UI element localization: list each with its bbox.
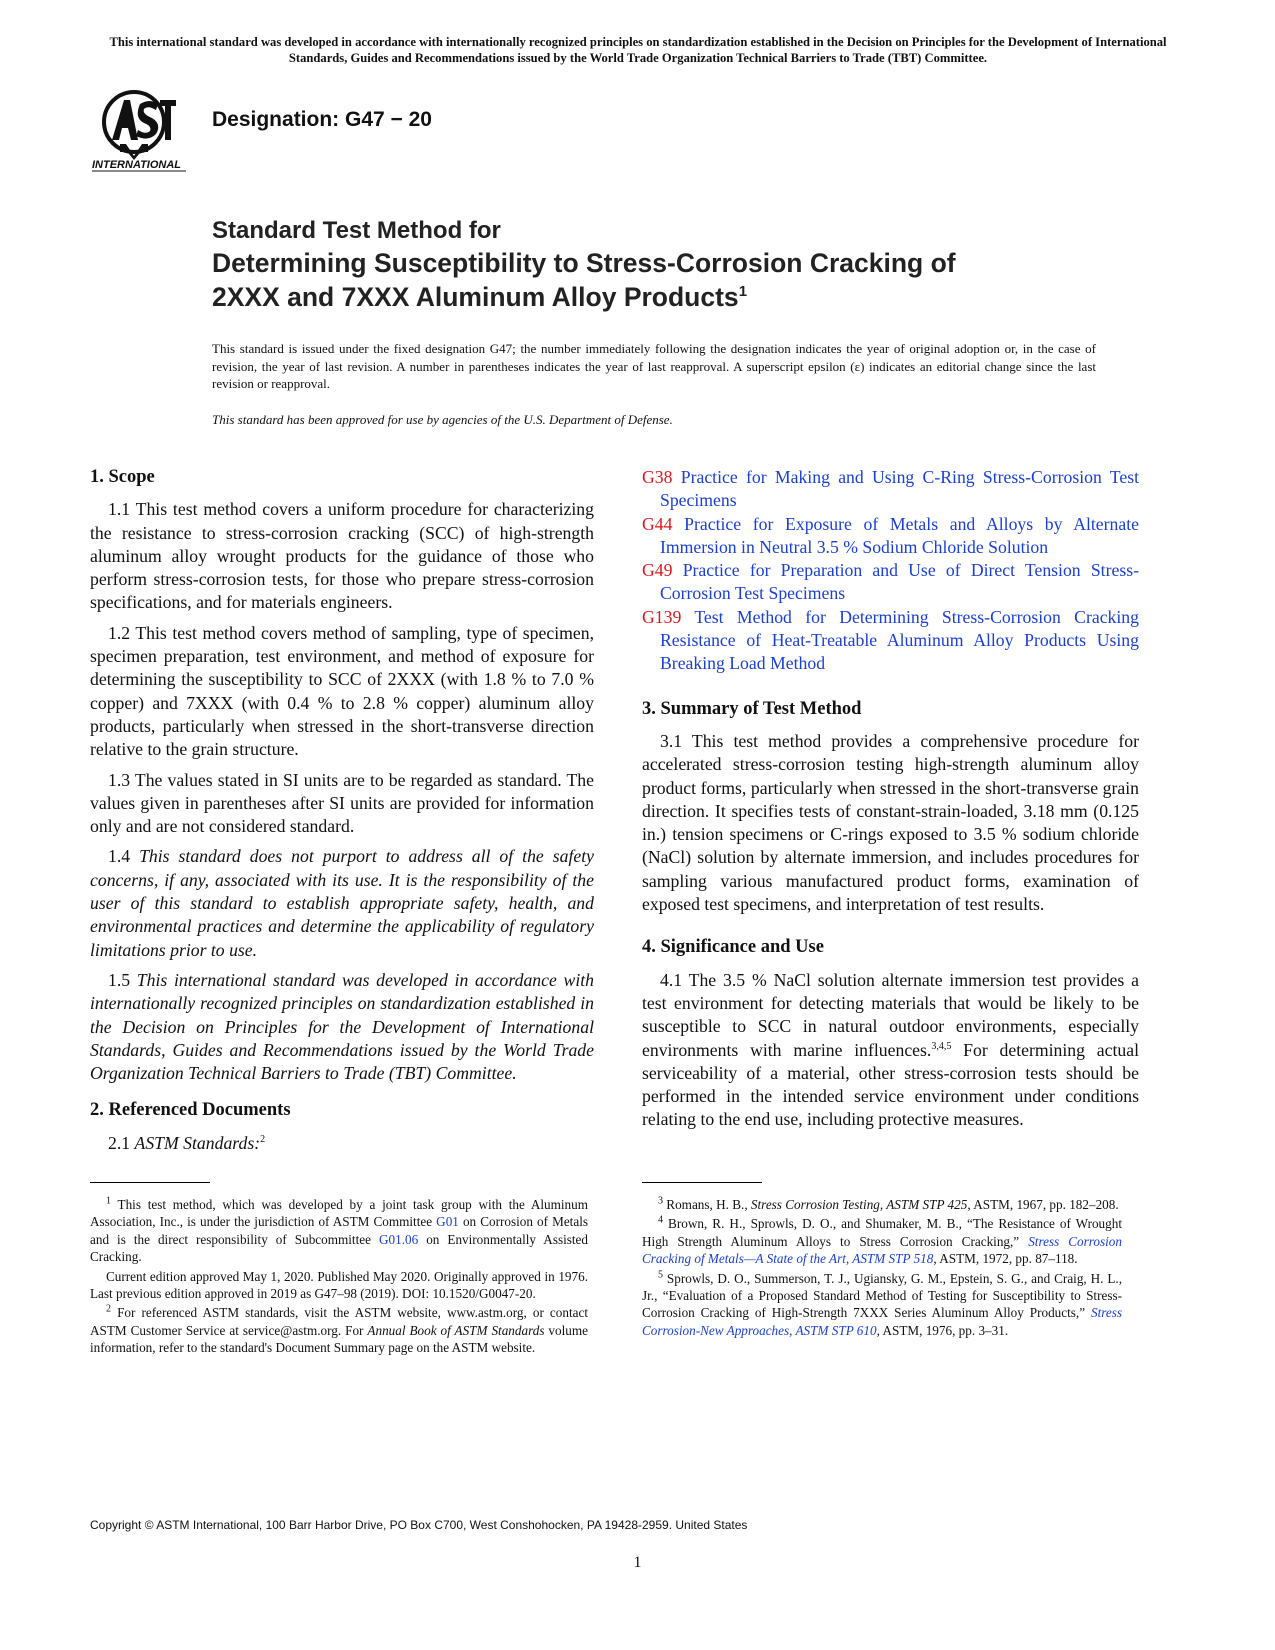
section-heading-referenced-documents: 2. Referenced Documents <box>90 1100 291 1121</box>
footnote-5: $^5$ Sprowls, D. O., Summerson, T. J., Ugiansky, G. M., Epstein, S. G., and Craig, H. L., Jr., “Evaluation of a Proposed Standard Method of Testing for Susceptibility to Stress-Corrosion Cracking of High-Strength 7XXX Series Aluminum Alloy Products,” Stress Corrosion-New Approaches, ASTM STP 610, ASTM, 1976, pp. 3–31. <box>642 1269 1123 1338</box>
reference-id[interactable]: G38 <box>642 467 673 487</box>
copyright-notice: Copyright © ASTM International, 100 Barr Harbor Drive, PO Box C700, West Conshohocken, PA 19428-2959. United States <box>90 1518 748 1532</box>
astm-logo <box>90 88 200 178</box>
paragraph-1-1: 1.1 This test method covers a uniform procedure for characterizing the resistance to stress-corrosion cracking (SCC) of high-strength aluminum alloy wrought products for the guidance of those who perform stress-corrosion tests, for those who prepare stress-corrosion specifications, and for materials engineers. <box>90 499 594 613</box>
title-footnote-mark: 1 <box>738 283 748 301</box>
paragraph-1-5: 1.5 This international standard was developed in accordance with internationally recognized principles on standardization established in the Decision on Principles for the Development of International Standards, Guides and Recommendations issued by the World Trade Organization Technical Barriers to Trade (TBT) Committee. <box>90 969 594 1084</box>
stp-610-link[interactable]: Stress Corrosion-New Approaches, ASTM STP 610 <box>642 1305 1122 1338</box>
paragraph-1-3: 1.3 The values stated in SI units are to be regarded as standard. The values given in parentheses after SI units are provided for information only and are not considered standard. <box>90 769 594 837</box>
document-title <box>212 216 1112 314</box>
paragraph-3-1: 3.1 This test method provides a comprehensive procedure for accelerated stress-corrosion testing high-strength aluminum alloy product forms, particularly when stressed in the short-transverse grain direction. It specifies tests of constant-strain-loaded, 3.18 mm (0.125 in.) tension specimens or C-rings exposed to 3.5 % sodium chloride (NaCl) solution by alternate immersion, and includes procedures for sampling various manufactured product forms, examination of exposed test specimens, and interpretation of test results. <box>642 730 1139 915</box>
stp-518-link[interactable]: Stress Corrosion Cracking of Metals—A State of the Art, ASTM STP 518 <box>642 1233 1122 1267</box>
footnote-2: $^2$ For referenced ASTM standards, visit the ASTM website, www.astm.org, or contact ASTM Customer Service at service@astm.org. For Annual Book of ASTM Standards volume information, refer to the standard's Document Summary page on the ASTM website. <box>90 1304 588 1356</box>
paragraph-4-1: 4.1 The 3.5 % NaCl solution alternate immersion test provides a test environment for detecting materials that would be likely to be susceptible to SCC in natural outdoor environments, especially environments with marine influences.$^{3,4,5}$ For determining actual serviceability of a material, other stress-corrosion tests should be performed in the intended service environment under conditions relating to the end use, including protective measures. <box>642 969 1139 1130</box>
reference-g38[interactable] <box>642 466 1139 513</box>
footnote-rule-left <box>90 1182 210 1183</box>
committee-link[interactable]: G01 <box>436 1214 459 1230</box>
reference-g139[interactable] <box>642 606 1139 676</box>
dod-approval-note: This standard has been approved for use by agencies of the U.S. Department of Defense. <box>212 412 673 427</box>
section-heading-summary: 3. Summary of Test Method <box>642 698 862 719</box>
reference-g49[interactable] <box>642 559 1139 606</box>
paragraph-2-1: 2.1 ASTM Standards:$^2$ <box>108 1132 266 1153</box>
reference-title[interactable]: Test Method for Determining Stress-Corrosion Cracking Resistance of Heat-Treatable Aluminum Alloy Products Using Breaking Load Method <box>660 606 1139 674</box>
international-standard-notice: This international standard was developed in accordance with internationally recognized principles on standardization established in the Decision on Principles for the Development of International Standards, Guides and Recommendations issued by the World Trade Organization Technical Barriers to Trade (TBT) Committee. <box>109 35 1167 65</box>
designation: Designation: G47 − 20 <box>212 108 432 131</box>
reference-title[interactable]: Practice for Exposure of Metals and Alloys by Alternate Immersion in Neutral 3.5 % Sodium Chloride Solution <box>660 513 1139 557</box>
reference-title[interactable]: Practice for Preparation and Use of Direct Tension Stress-Corrosion Test Specimens <box>660 560 1139 604</box>
footnote-1-edition: Current edition approved May 1, 2020. Published May 2020. Originally approved in 1976. Last previous edition approved in 2019 as G47–98 (2019). DOI: 10.1520/G0047-20. <box>90 1268 588 1302</box>
svg-text:INTERNATIONAL: INTERNATIONAL <box>92 159 182 171</box>
footnotes-right <box>642 1196 1122 1341</box>
page-number: 1 <box>633 1554 642 1571</box>
footnote-1: $^1$ This test method, which was developed by a joint task group with the Aluminum Association, Inc., is under the jurisdiction of ASTM Committee G01 on Corrosion of Metals and is the direct responsibility of Subcommittee G01.06 on Environmentally Assisted Cracking. <box>90 1195 588 1265</box>
reference-title[interactable]: Practice for Making and Using C-Ring Stress-Corrosion Test Specimens <box>660 467 1139 511</box>
footnote-rule-right <box>642 1182 762 1183</box>
paragraph-1-2: 1.2 This test method covers method of sampling, type of specimen, specimen preparation, test environment, and method of exposure for determining the susceptibility to SCC of 2XXX (with 1.8 % to 7.0 % copper) and 7XXX (with 0.4 % to 2.8 % copper) aluminum alloy products, particularly when stressed in the short-transverse direction relative to the grain structure. <box>90 622 594 760</box>
left-column <box>90 466 594 1162</box>
title-line-1: Standard Test Method for <box>212 217 501 244</box>
section-heading-significance: 4. Significance and Use <box>642 937 824 958</box>
title-line-3: 2XXX and 7XXX Aluminum Alloy Products <box>212 282 739 312</box>
title-line-2: Determining Susceptibility to Stress-Corrosion Cracking of <box>212 248 956 278</box>
footnote-3: $^3$ Romans, H. B., Stress Corrosion Testing, ASTM STP 425, ASTM, 1967, pp. 182–208. <box>658 1195 1119 1212</box>
issuance-statement: This standard is issued under the fixed designation G47; the number immediately following the designation indicates the year of original adoption or, in the case of revision, the year of last revision. A number in parentheses indicates the year of last reapproval. A superscript epsilon (ε) indicates an editorial change since the last revision or reapproval. <box>212 341 1096 391</box>
reference-g44[interactable] <box>642 513 1139 560</box>
subcommittee-link[interactable]: G01.06 <box>378 1231 419 1247</box>
reference-id[interactable]: G139 <box>642 606 682 627</box>
section-heading-scope: 1. Scope <box>90 467 155 487</box>
reference-id[interactable]: G49 <box>642 560 673 581</box>
right-column <box>642 466 1139 1139</box>
reference-id[interactable]: G44 <box>642 513 673 534</box>
footnotes-left <box>90 1196 588 1359</box>
footnote-4: $^4$ Brown, R. H., Sprowls, D. O., and Shumaker, M. B., “The Resistance of Wrought High Strength Aluminum Alloys to Stress Corrosion Cracking,” Stress Corrosion Cracking of Metals—A State of the Art, ASTM STP 518, ASTM, 1972, pp. 87–118. <box>642 1215 1122 1267</box>
paragraph-1-4: 1.4 This standard does not purport to address all of the safety concerns, if any, associated with its use. It is the responsibility of the user of this standard to establish appropriate safety, health, and environmental practices and determine the applicability of regulatory limitations prior to use. <box>90 846 594 960</box>
